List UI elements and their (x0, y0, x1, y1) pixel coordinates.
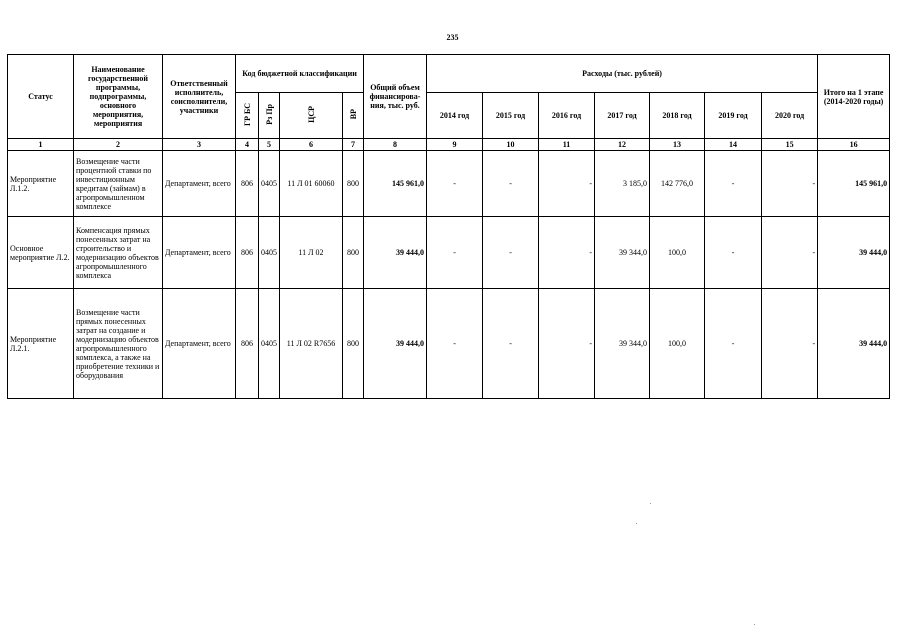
scan-speck (754, 624, 755, 625)
scan-speck (636, 523, 637, 524)
row-itogo: 145 961,0 (818, 151, 890, 217)
header-responsible: Ответственный исполнитель, соисполнители, участники (163, 55, 236, 139)
row-year-2020: - (762, 217, 818, 289)
row-csr: 11 Л 02 (280, 217, 343, 289)
table-row (8, 151, 890, 217)
row-year-2018: 100,0 (650, 289, 705, 399)
row-year-2016: - (539, 289, 595, 399)
column-number: 13 (650, 139, 705, 151)
row-year-2015: - (483, 217, 539, 289)
column-number: 4 (236, 139, 259, 151)
row-year-2019: - (705, 151, 762, 217)
row-name: Возмещение части процентной ставки по инвестиционным кредитам (займам) в агропромышленном комплексе (74, 151, 163, 217)
row-total: 39 444,0 (364, 217, 427, 289)
row-year-2016: - (539, 151, 595, 217)
row-total: 145 961,0 (364, 151, 427, 217)
column-number: 14 (705, 139, 762, 151)
header-vr: ВР (343, 93, 364, 139)
header-name: Наименование государственной программы, подпрограммы, основного мероприятия, мероприятия (74, 55, 163, 139)
row-year-2018: 100,0 (650, 217, 705, 289)
header-year: 2018 год (650, 93, 705, 139)
row-status: Мероприятие Л.2.1. (8, 289, 74, 399)
column-number: 2 (74, 139, 163, 151)
header-rzpr: Рз Пр (259, 93, 280, 139)
row-year-2015: - (483, 151, 539, 217)
row-year-2020: - (762, 151, 818, 217)
column-number: 1 (8, 139, 74, 151)
column-number: 15 (762, 139, 818, 151)
row-name: Компенсация прямых понесенных затрат на строительство и модернизацию объектов агропромышленного комплекса (74, 217, 163, 289)
row-year-2019: - (705, 289, 762, 399)
row-year-2014: - (427, 289, 483, 399)
row-year-2020: - (762, 289, 818, 399)
column-number: 16 (818, 139, 890, 151)
row-csr: 11 Л 02 R7656 (280, 289, 343, 399)
column-number: 11 (539, 139, 595, 151)
header-year: 2014 год (427, 93, 483, 139)
row-vr: 800 (343, 289, 364, 399)
row-csr: 11 Л 01 60060 (280, 151, 343, 217)
column-number: 7 (343, 139, 364, 151)
row-rzpr: 0405 (259, 289, 280, 399)
row-status: Основное мероприятие Л.2. (8, 217, 74, 289)
scan-speck (650, 503, 651, 504)
row-itogo: 39 444,0 (818, 217, 890, 289)
header-budget-code: Код бюджетной классификации (236, 55, 364, 93)
row-grbs: 806 (236, 289, 259, 399)
table-row (8, 217, 890, 289)
header-year: 2020 год (762, 93, 818, 139)
header-grbs: ГР БС (236, 93, 259, 139)
header-total-volume: Общий объем финансирова-ния, тыс. руб. (364, 55, 427, 139)
row-responsible: Департамент, всего (163, 217, 236, 289)
column-number-row (8, 139, 890, 151)
budget-table (7, 54, 890, 399)
row-year-2018: 142 776,0 (650, 151, 705, 217)
row-grbs: 806 (236, 217, 259, 289)
column-number: 10 (483, 139, 539, 151)
row-year-2017: 3 185,0 (595, 151, 650, 217)
row-total: 39 444,0 (364, 289, 427, 399)
header-year: 2017 год (595, 93, 650, 139)
header-expenses: Расходы (тыс. рублей) (427, 55, 818, 93)
row-year-2017: 39 344,0 (595, 289, 650, 399)
row-year-2019: - (705, 217, 762, 289)
table-row (8, 289, 890, 399)
row-year-2015: - (483, 289, 539, 399)
header-year: 2015 год (483, 93, 539, 139)
row-responsible: Департамент, всего (163, 289, 236, 399)
row-name: Возмещение части прямых понесенных затрат на создание и модернизацию объектов агропромышленного комплекса, а также на приобретение техники и оборудования (74, 289, 163, 399)
header-csr: ЦСР (280, 93, 343, 139)
row-rzpr: 0405 (259, 151, 280, 217)
header-year: 2016 год (539, 93, 595, 139)
row-status: Мероприятие Л.1.2. (8, 151, 74, 217)
row-year-2014: - (427, 151, 483, 217)
row-responsible: Департамент, всего (163, 151, 236, 217)
header-itogo: Итого на 1 этапе (2014-2020 годы) (818, 55, 890, 139)
header-status: Статус (8, 55, 74, 139)
column-number: 3 (163, 139, 236, 151)
row-rzpr: 0405 (259, 217, 280, 289)
row-year-2016: - (539, 217, 595, 289)
header-year: 2019 год (705, 93, 762, 139)
row-itogo: 39 444,0 (818, 289, 890, 399)
page-number: 235 (446, 33, 459, 42)
column-number: 5 (259, 139, 280, 151)
column-number: 12 (595, 139, 650, 151)
column-number: 8 (364, 139, 427, 151)
row-year-2017: 39 344,0 (595, 217, 650, 289)
column-number: 6 (280, 139, 343, 151)
row-grbs: 806 (236, 151, 259, 217)
row-year-2014: - (427, 217, 483, 289)
column-number: 9 (427, 139, 483, 151)
row-vr: 800 (343, 217, 364, 289)
row-vr: 800 (343, 151, 364, 217)
